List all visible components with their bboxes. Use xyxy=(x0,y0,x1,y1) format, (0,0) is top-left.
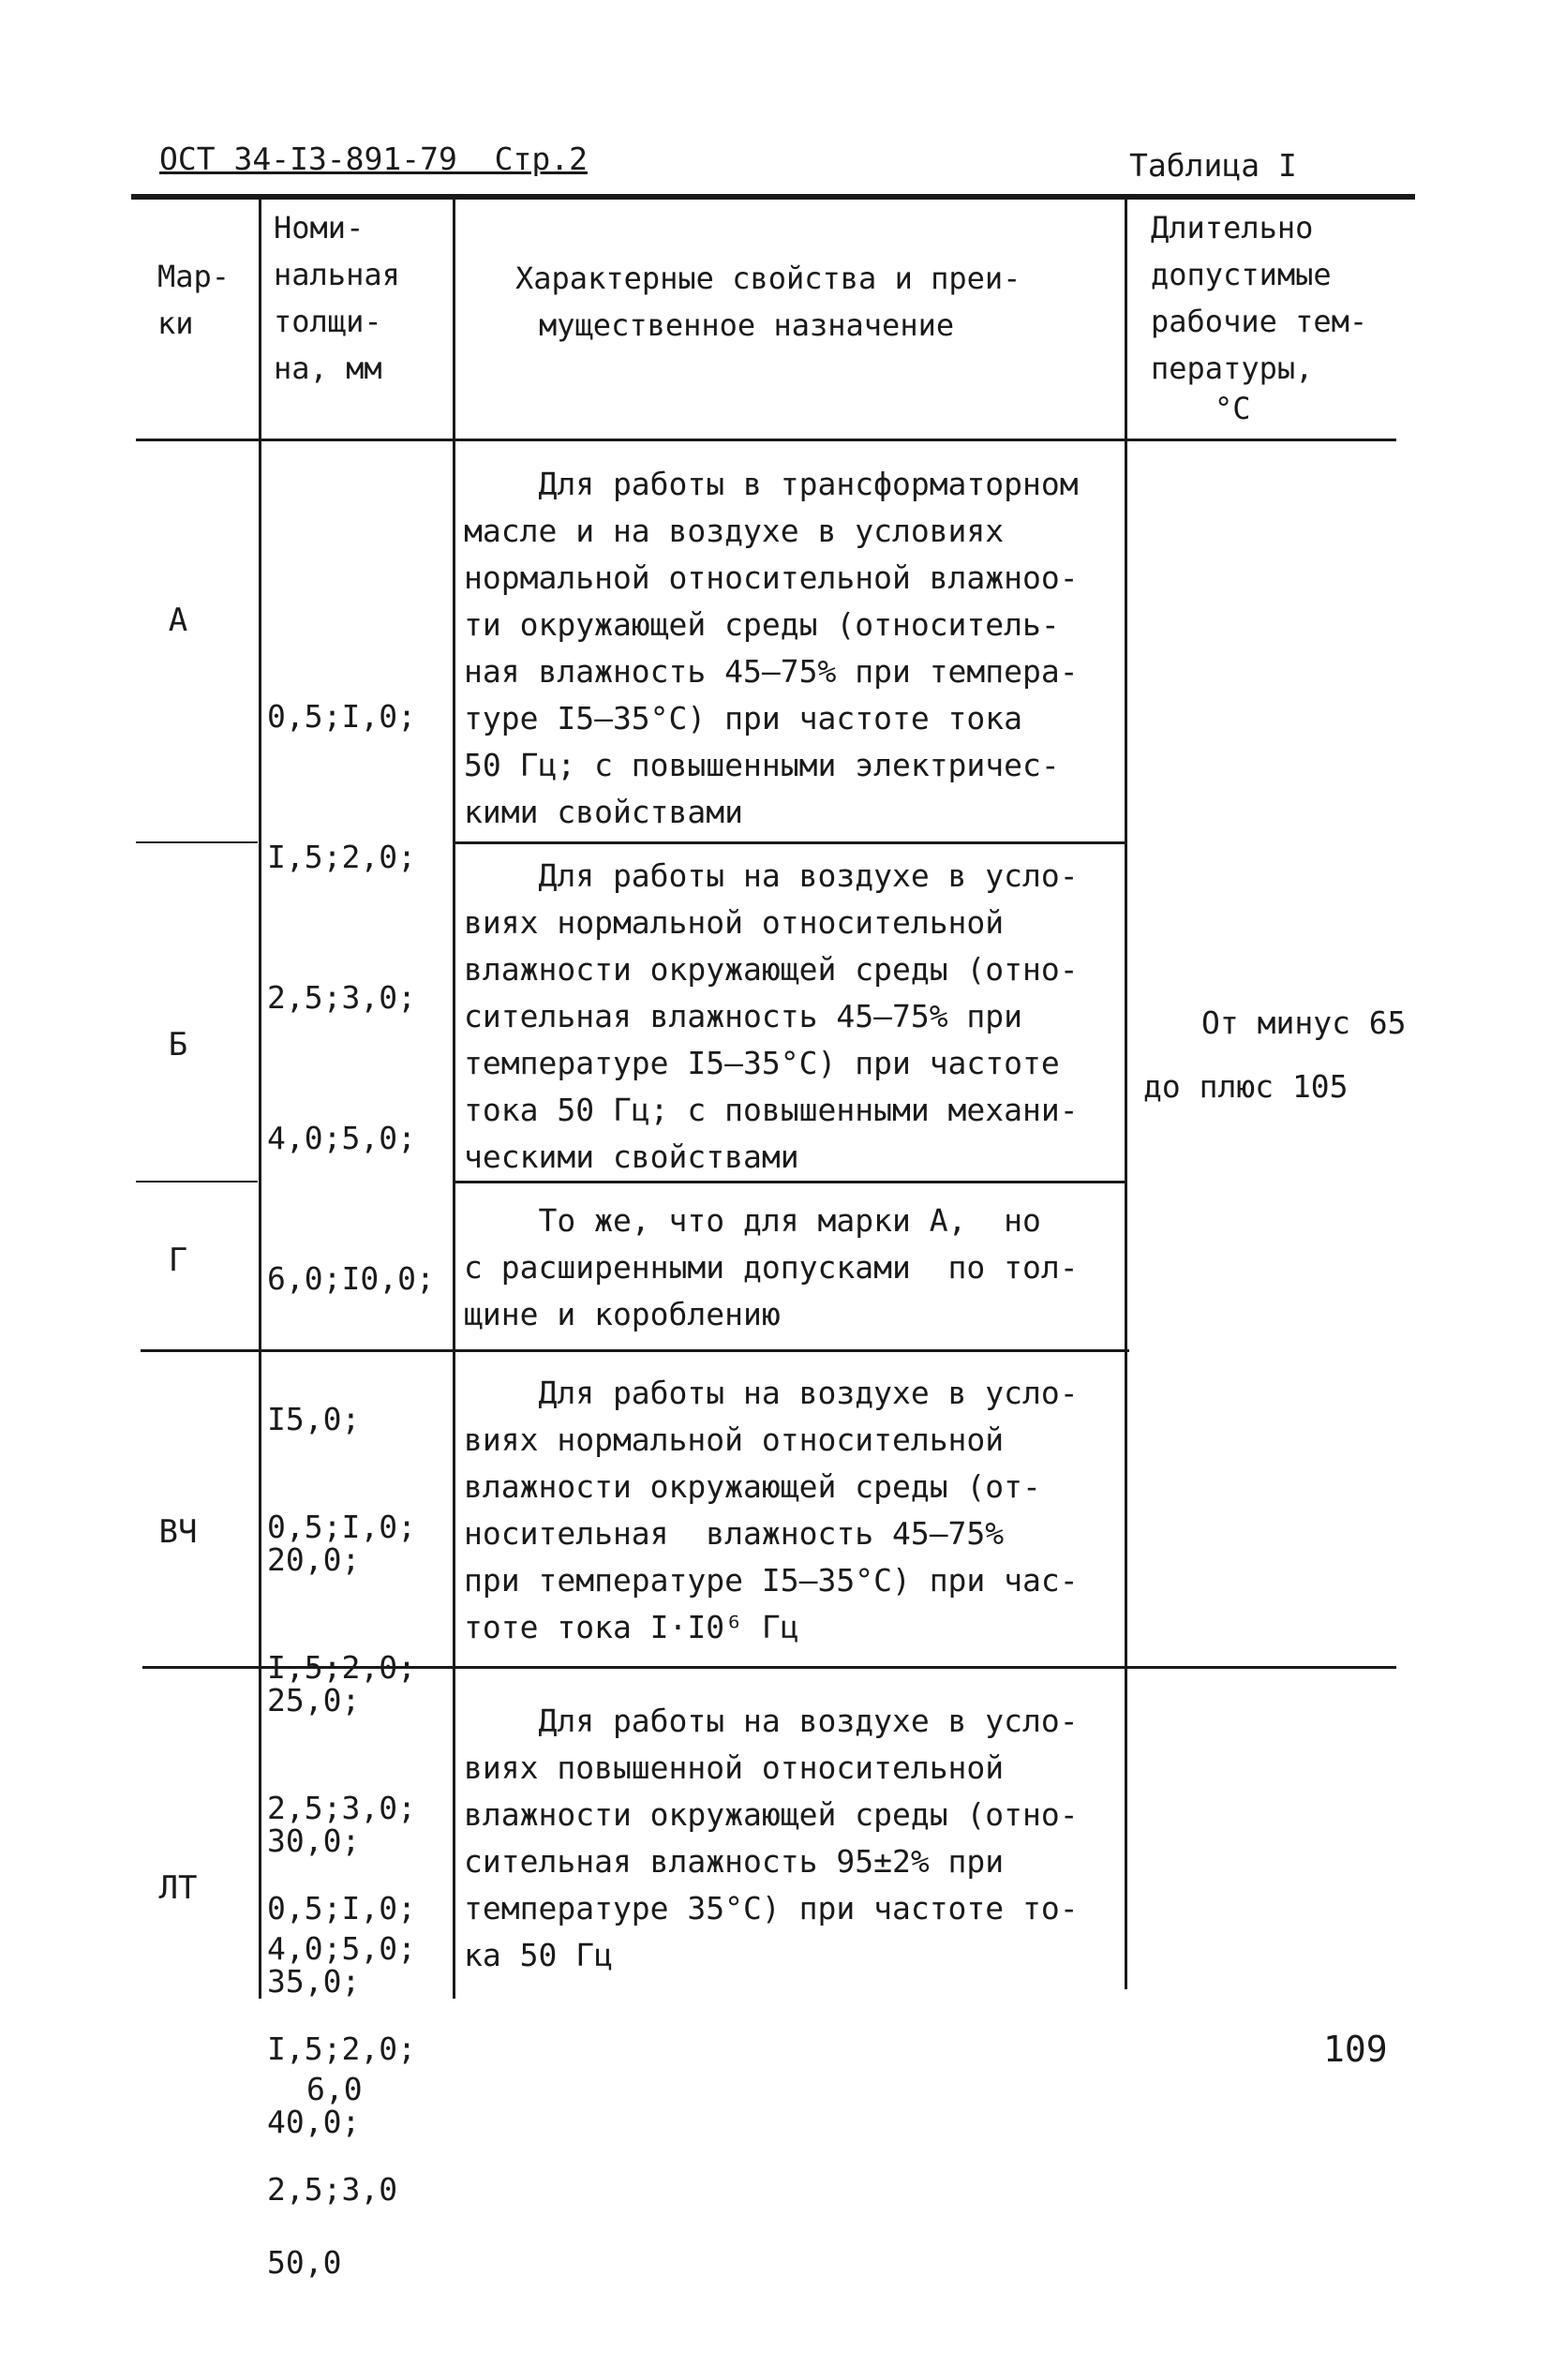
header-properties: Характерные свойства и преи- мущественное назначение xyxy=(515,260,1021,343)
table-label: Таблица I xyxy=(1129,147,1297,184)
mark-a: А xyxy=(168,602,188,639)
props-a: Для работы в трансформаторном масле и на воздухе в условиях нормальной относительной влажноо- ти окружающей среды (относитель- ная влажность 45–75% при темпера- туре I5–35°С) при частоте тока 50 Гц; с повышенными электричес- кими свойствами xyxy=(464,466,1079,830)
mark-lt: ЛТ xyxy=(158,1869,198,1907)
col-divider-2 xyxy=(453,200,455,1999)
col-divider-1 xyxy=(259,200,261,1999)
thickness-group-2: 0,5;I,0; I,5;2,0; 2,5;3,0; 4,0;5,0; 6,0 xyxy=(267,1509,416,2107)
header-marks: Мар- ки xyxy=(157,259,231,341)
props-lt: Для работы на воздухе в усло- виях повышенной относительной влажности окружающей среды (отно- сительная влажность 95±2% при температуре 35°С) при частоте то- ка 50 Гц xyxy=(464,1703,1079,1973)
temperature-range: От минус 65 до плюс 105 xyxy=(1143,1004,1407,1105)
mark-g: Г xyxy=(168,1242,188,1279)
col-divider-3 xyxy=(1125,200,1127,1989)
props-vch: Для работы на воздухе в усло- виях нормальной относительной влажности окружающей среды (от- носительная влажность 45–75% при температуре I5–35°С) при час- тоте тока I·I0⁶ Гц xyxy=(464,1375,1079,1645)
header-temperature: Длительно допустимые рабочие тем- пературы, °С xyxy=(1151,210,1368,426)
props-g: То же, что для марки А, но с расширенными допусками по тол- щине и короблению xyxy=(464,1202,1079,1332)
mark-b: Б xyxy=(168,1026,188,1064)
row-b-separator xyxy=(136,1181,258,1183)
thickness-group-1: 0,5;I,0; I,5;2,0; 2,5;3,0; 4,0;5,0; 6,0;I0,0; I5,0; 20,0; 25,0; 30,0; 35,0; 40,0; 50,0 xyxy=(267,698,435,2281)
page-number: 109 xyxy=(1323,2029,1388,2070)
thickness-group-3: 0,5;I,0; I,5;2,0; 2,5;3,0 xyxy=(267,1890,416,2208)
header-bottom-rule xyxy=(136,439,1396,441)
table-top-rule xyxy=(131,194,1415,200)
row-a-props-separator xyxy=(455,841,1127,844)
mark-vch: ВЧ xyxy=(158,1513,198,1551)
document-reference: ОСТ 34-I3-891-79 Стр.2 xyxy=(159,141,588,177)
props-b: Для работы на воздухе в усло- виях нормальной относительной влажности окружающей среды (отно- сительная влажность 45–75% при температуре I5–35°С) при частоте тока 50 Гц; с повышенными механи- ческими свойствами xyxy=(464,857,1079,1175)
header-thickness: Номи- нальная толщи- на, мм xyxy=(274,210,400,386)
row-b-props-separator xyxy=(455,1181,1127,1183)
row-a-separator xyxy=(136,841,258,843)
